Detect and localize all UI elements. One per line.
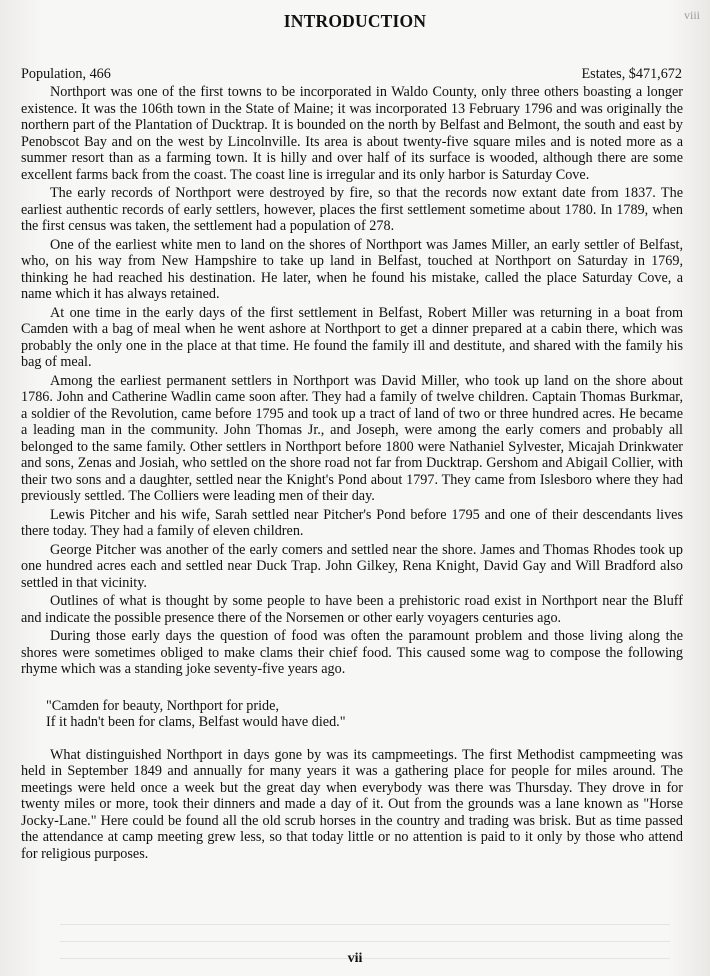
paragraph: Outlines of what is thought by some people to have been a prehistoric road exist in Northport near the Bluff and indicate the possible presence there of the Norsemen or other early voyagers centuries ago. <box>21 593 683 626</box>
rhyme-quote <box>46 698 683 731</box>
paragraph: Northport was one of the first towns to be incorporated in Waldo County, only three others boasting a longer existence. It was the 106th town in the State of Maine; it was incorporated 13 February 1796 and was originally the northern part of the Plantation of Ducktrap. It is bounded on the north by Belfast and Belmont, the south and east by Penobscot Bay and on the west by Lincolnville. Its area is about twenty-five square miles and is noted more as a summer resort than as a farming town. It is hilly and over half of its surface is wooded, although there are some excellent farms back from the coast. The coast line is irregular and its only harbor is Saturday Cove. <box>21 84 683 183</box>
paragraph: George Pitcher was another of the early comers and settled near the shore. James and Thomas Rhodes took up one hundred acres each and settled near Duck Trap. John Gilkey, Rena Knight, David Gay and Will Bradford also settled in that vicinity. <box>21 541 683 591</box>
paragraph: At one time in the early days of the first settlement in Belfast, Robert Miller was returning in a boat from Camden with a bag of meal when he went ashore at Northport to get a dinner prepared at a cabin there, which was probably the only one in the place at that time. He found the family ill and destitute, and shared with the family his bag of meal. <box>21 304 683 370</box>
body-text <box>21 84 683 864</box>
paragraph: One of the earliest white men to land on the shores of Northport was James Miller, an early settler of Belfast, who, on his way from New Hampshire to take up land in Belfast, touched at Northport on Saturday in 1769, thinking he had reached his destination. He later, when he found his mistake, called the place Saturday Cove, a name which it has always retained. <box>21 236 683 302</box>
page-number: vii <box>347 951 363 966</box>
quote-line: "Camden for beauty, Northport for pride, <box>46 697 279 714</box>
statistics-row <box>21 66 682 83</box>
page-title: INTRODUCTION <box>283 11 427 31</box>
paragraph: Among the earliest permanent settlers in Northport was David Miller, who took up land on the shore about 1786. John and Catherine Wadlin came soon after. They had a family of twelve children. Captain Thomas Burkmar, a soldier of the Revolution, came before 1795 and took up a tract of land of two or three hundred acres. He became a leading man in the community. John Thomas Jr., and Joseph, were among the early comers and probably all belonged to the same family. Other settlers in Northport before 1800 were Nathaniel Sylvester, Micajah Drinkwater and sons, Zenas and Josiah, who settled on the shore road not far from Ducktrap. Gershom and Abigail Collier, with their two sons and a daughter, settled near the Knight's Pond about 1797. They came from Islesboro where they had previously settled. The Colliers were leading men of their day. <box>21 372 683 504</box>
paragraph: What distinguished Northport in days gone by was its campmeetings. The first Methodist campmeeting was held in September 1849 and annually for many years it was a gathering place for people for miles around. The meetings were held once a week but the great day when everybody was there was Thursday. They drove in for twenty miles or more, took their dinners and made a day of it. Out from the grounds was a lane known as "Horse Jocky-Lane." Here could be found all the old scrub horses in the country and trading was brisk. But as time passed the attendance at camp meeting grew less, so that today little or no attention is paid to it only by those who attend for religious purposes. <box>21 746 683 862</box>
paragraph: Lewis Pitcher and his wife, Sarah settled near Pitcher's Pond before 1795 and one of their descendants lives there today. They had a family of eleven children. <box>21 506 683 539</box>
population-label: Population, 466 <box>21 66 111 82</box>
paragraph: During those early days the question of food was often the paramount problem and those living along the shores were sometimes obliged to make clams their chief food. This caused some wag to compose the following rhyme which was a standing joke seventy-five years ago. <box>21 628 683 677</box>
quote-line: If it hadn't been for clams, Belfast would have died." <box>46 714 346 730</box>
estates-label: Estates, $471,672 <box>581 66 682 82</box>
bleed-through-page-number: viii <box>683 8 700 22</box>
paragraph: The early records of Northport were destroyed by fire, so that the records now extant date from 1837. The earliest authentic records of early settlers, however, places the first settlement sometime about 1780. In 1789, when the first census was taken, the settlement had a population of 278. <box>21 185 683 234</box>
